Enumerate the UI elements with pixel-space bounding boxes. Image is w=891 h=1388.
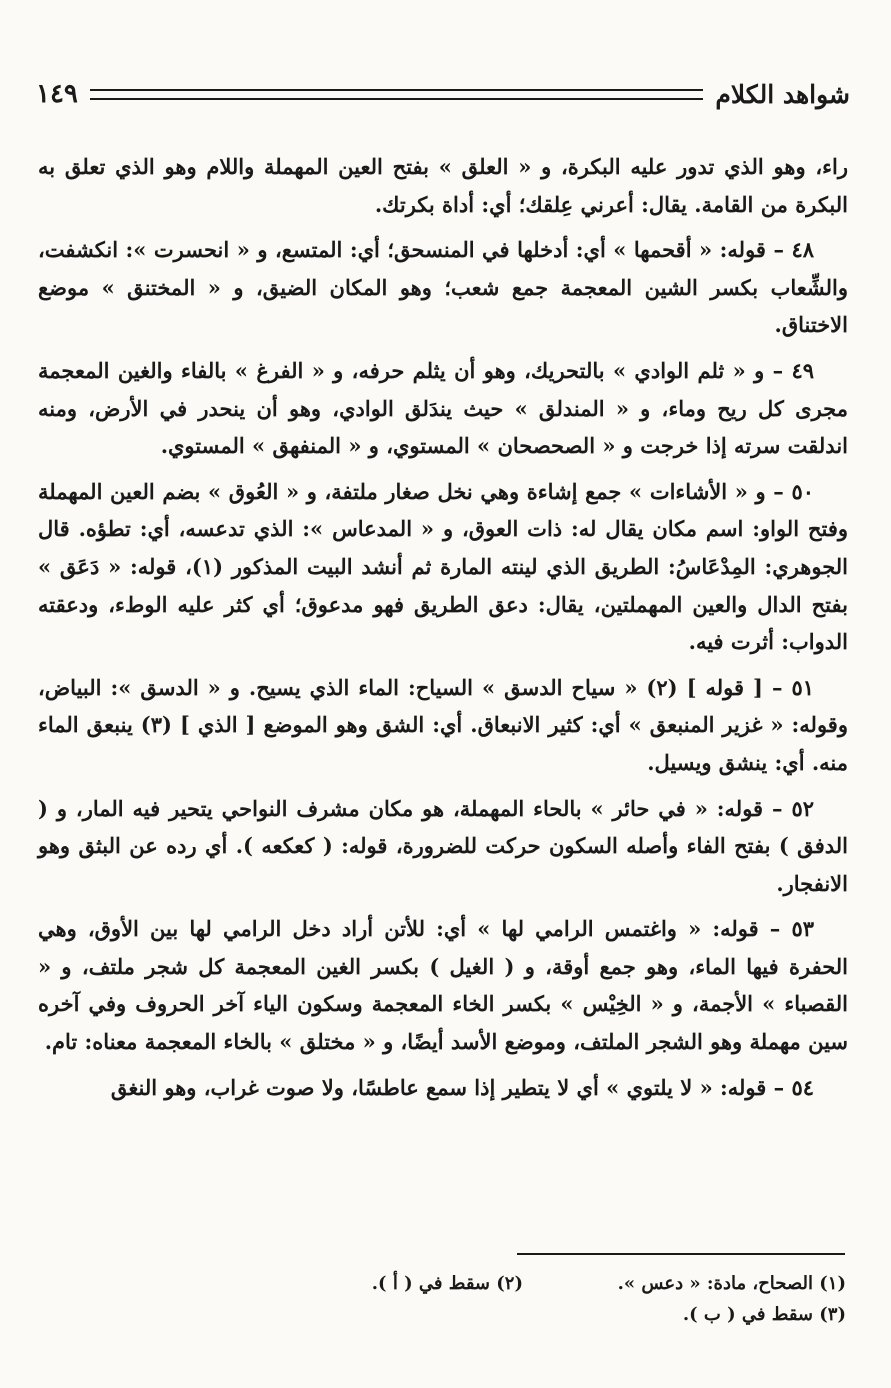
footnotes xyxy=(200,1268,846,1330)
footnote-row xyxy=(200,1299,846,1330)
paragraph-50: ٥٠ – و « الأشاءات » جمع إشاءة وهي نخل صغار ملتفة، و « العُوق » بضم العين المهملة وفتح الواو: اسم مكان يقال له: ذات العوق، و « المدعاس »: الذي تدعسه، أي: تطؤه. قال الجوهري: المِدْعَاسُ: الطريق الذي لينته المارة ثم أنشد البيت المذكور (١)، قوله: « دَعَق » بفتح الدال والعين المهملتين، يقال: دعق الطريق فهو مدعوق؛ أي كثر عليه الوطء، ودعقته الدواب: أثرت فيه. xyxy=(38,478,848,655)
footnote-3: (٣) سقط في ( ب ). xyxy=(682,1304,846,1325)
body-text xyxy=(38,148,848,1114)
page-header xyxy=(36,72,850,116)
page-number: ١٤٩ xyxy=(36,79,78,109)
paragraph-53: ٥٣ – قوله: « واغتمس الرامي لها » أي: للأتن أراد دخل الرامي لها بين الأوق، وهي الحفرة فيها الماء، وهو جمع أوقة، و ( الغيل ) بكسر الغين المعجمة كل شجر ملتف، و « القصباء » الأجمة، و « الخِيْس » بكسر الخاء المعجمة وسكون الياء آخر الحروف وفي آخره سين مهملة وهو الشجر الملتف، وموضع الأسد أيضًا، و « مختلق » بالخاء المعجمة معناه: تام. xyxy=(38,916,848,1055)
paragraph-48: ٤٨ – قوله: « أقحمها » أي: أدخلها في المنسحق؛ أي: المتسع، و « انحسرت »: انكشفت، والشِّعاب بكسر الشين المعجمة جمع شعب؛ وهو المكان الضيق، و « المختنق » موضع الاختناق. xyxy=(38,237,848,338)
footnote-2: (٢) سقط في ( أ ). xyxy=(371,1273,523,1294)
footnote-row xyxy=(200,1268,846,1299)
footnote-rule xyxy=(517,1253,845,1255)
header-rule xyxy=(90,89,704,100)
paragraph-49: ٤٩ – و « ثلم الوادي » بالتحريك، وهو أن يثلم حرفه، و « الفرغ » بالفاء والغين المعجمة مجرى كل ريح وماء، و « المندلق » حيث يندَلق الوادي، وهو أن ينحدر في الأرض، ومنه اندلقت سرته إذا خرجت و « الصحصحان » المستوي، و « المنفهق » المستوي. xyxy=(38,357,848,459)
paragraph-51: ٥١ – [ قوله ] (٢) « سياح الدسق » السياح: الماء الذي يسيح. و « الدسق »: البياض، وقوله: « غزير المنبعق » أي: كثير الانبعاق. أي: الشق وهو الموضع [ الذي ] (٣) ينبعق الماء منه. أي: ينشق ويسيل. xyxy=(38,674,848,775)
footnote-1: (١) الصحاح، مادة: « دعس ». xyxy=(617,1273,846,1294)
running-head: شواهد الكلام xyxy=(715,79,850,109)
paragraph-52: ٥٢ – قوله: « في حائر » بالحاء المهملة، هو مكان مشرف النواحي يتحير فيه المار، و ( الدفق ) بفتح الفاء وأصله السكون حركت للضرورة، قوله: ( كعكعه ). أي رده عن البثق وهو الانفجار. xyxy=(38,795,848,896)
paragraph-continuation: راء، وهو الذي تدور عليه البكرة، و « العلق » بفتح العين المهملة واللام وهو الذي تعلق به البكرة من القامة. يقال: أعرني عِلقك؛ أي: أداة بكرتك. xyxy=(38,154,848,217)
paragraph-54: ٥٤ – قوله: « لا يلتوي » أي لا يتطير إذا سمع عاطسًا، ولا صوت غراب، وهو النغق xyxy=(110,1074,814,1100)
